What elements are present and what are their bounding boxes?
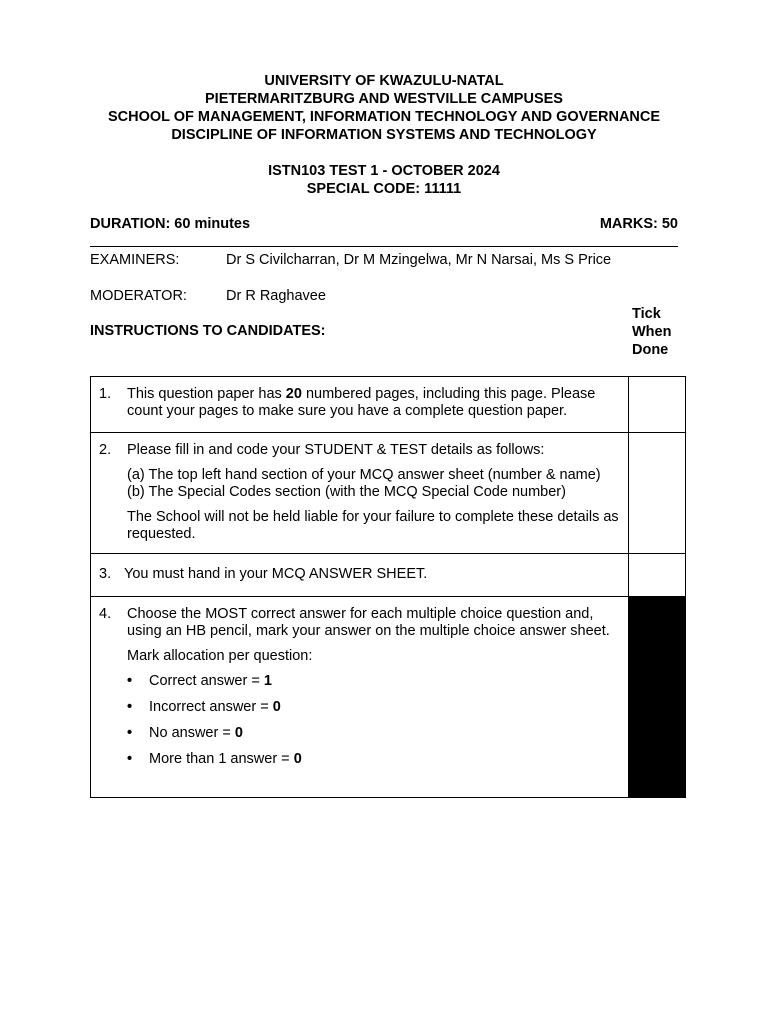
when-word: When bbox=[632, 324, 672, 340]
list-item: • More than 1 answer = 0 bbox=[127, 751, 302, 767]
item-number: 3. bbox=[99, 566, 112, 582]
school-name: SCHOOL OF MANAGEMENT, INFORMATION TECHNOLOGY AND GOVERNANCE bbox=[107, 109, 661, 125]
examiners-label: EXAMINERS: bbox=[90, 252, 180, 268]
instruction-text: This question paper has 20 numbered pages, including this page. Please count your pages to make sure you have a complete question paper. bbox=[127, 386, 596, 419]
campuses: PIETERMARITZBURG AND WESTVILLE CAMPUSES bbox=[205, 91, 563, 107]
instruction-row-1 bbox=[91, 377, 686, 433]
mark-allocation-label: Mark allocation per question: bbox=[127, 648, 313, 664]
tick-word: Tick bbox=[632, 306, 661, 322]
instruction-row-3 bbox=[91, 554, 686, 597]
instruction-note: The School will not be held liable for your failure to complete these details as requested. bbox=[127, 509, 619, 542]
instruction-text: Choose the MOST correct answer for each multiple choice question and, using an HB pencil, mark your answer on the multiple choice answer sheet. bbox=[127, 606, 610, 639]
examiners-value: Dr S Civilcharran, Dr M Mzingelwa, Mr N Narsai, Ms S Price bbox=[226, 252, 612, 268]
item-number: 4. bbox=[99, 606, 112, 622]
tick-box-3[interactable] bbox=[629, 554, 686, 597]
duration: DURATION: 60 minutes bbox=[90, 216, 251, 232]
mark-allocation-list bbox=[127, 673, 620, 768]
moderator-value: Dr R Raghavee bbox=[226, 288, 326, 304]
moderator-label: MODERATOR: bbox=[90, 288, 187, 304]
item-number: 1. bbox=[99, 386, 112, 402]
examiners-row bbox=[90, 252, 611, 268]
list-item: • Incorrect answer = 0 bbox=[127, 699, 281, 715]
tick-box-2[interactable] bbox=[629, 433, 686, 554]
instruction-row-4 bbox=[91, 597, 686, 798]
special-code: SPECIAL CODE: 11111 bbox=[306, 181, 462, 197]
discipline-name: DISCIPLINE OF INFORMATION SYSTEMS AND TECHNOLOGY bbox=[171, 127, 597, 143]
moderator-row bbox=[90, 288, 326, 304]
test-title: ISTN103 TEST 1 - OCTOBER 2024 bbox=[268, 163, 500, 179]
university-name: UNIVERSITY OF KWAZULU-NATAL bbox=[264, 73, 504, 89]
divider bbox=[90, 246, 678, 247]
done-word: Done bbox=[632, 342, 669, 358]
instruction-subitems: (a) The top left hand section of your MCQ answer sheet (number & name) (b) The Special Codes section (with the MCQ Special Code number) bbox=[127, 467, 601, 500]
instructions-table bbox=[90, 376, 686, 798]
blacked-out-tick-box bbox=[629, 597, 686, 798]
item-number: 2. bbox=[99, 442, 112, 458]
instructions-title: INSTRUCTIONS TO CANDIDATES: bbox=[90, 323, 326, 339]
marks: MARKS: 50 bbox=[599, 216, 678, 232]
tick-when-done-header bbox=[632, 305, 671, 359]
instruction-row-2 bbox=[91, 433, 686, 554]
list-item: • No answer = 0 bbox=[127, 725, 243, 741]
instruction-text: Please fill in and code your STUDENT & TEST details as follows: bbox=[127, 442, 545, 458]
list-item: • Correct answer = 1 bbox=[127, 673, 272, 689]
instruction-text: You must hand in your MCQ ANSWER SHEET. bbox=[124, 566, 428, 582]
duration-marks-row bbox=[90, 216, 678, 232]
document-header bbox=[0, 72, 768, 198]
tick-box-1[interactable] bbox=[629, 377, 686, 433]
